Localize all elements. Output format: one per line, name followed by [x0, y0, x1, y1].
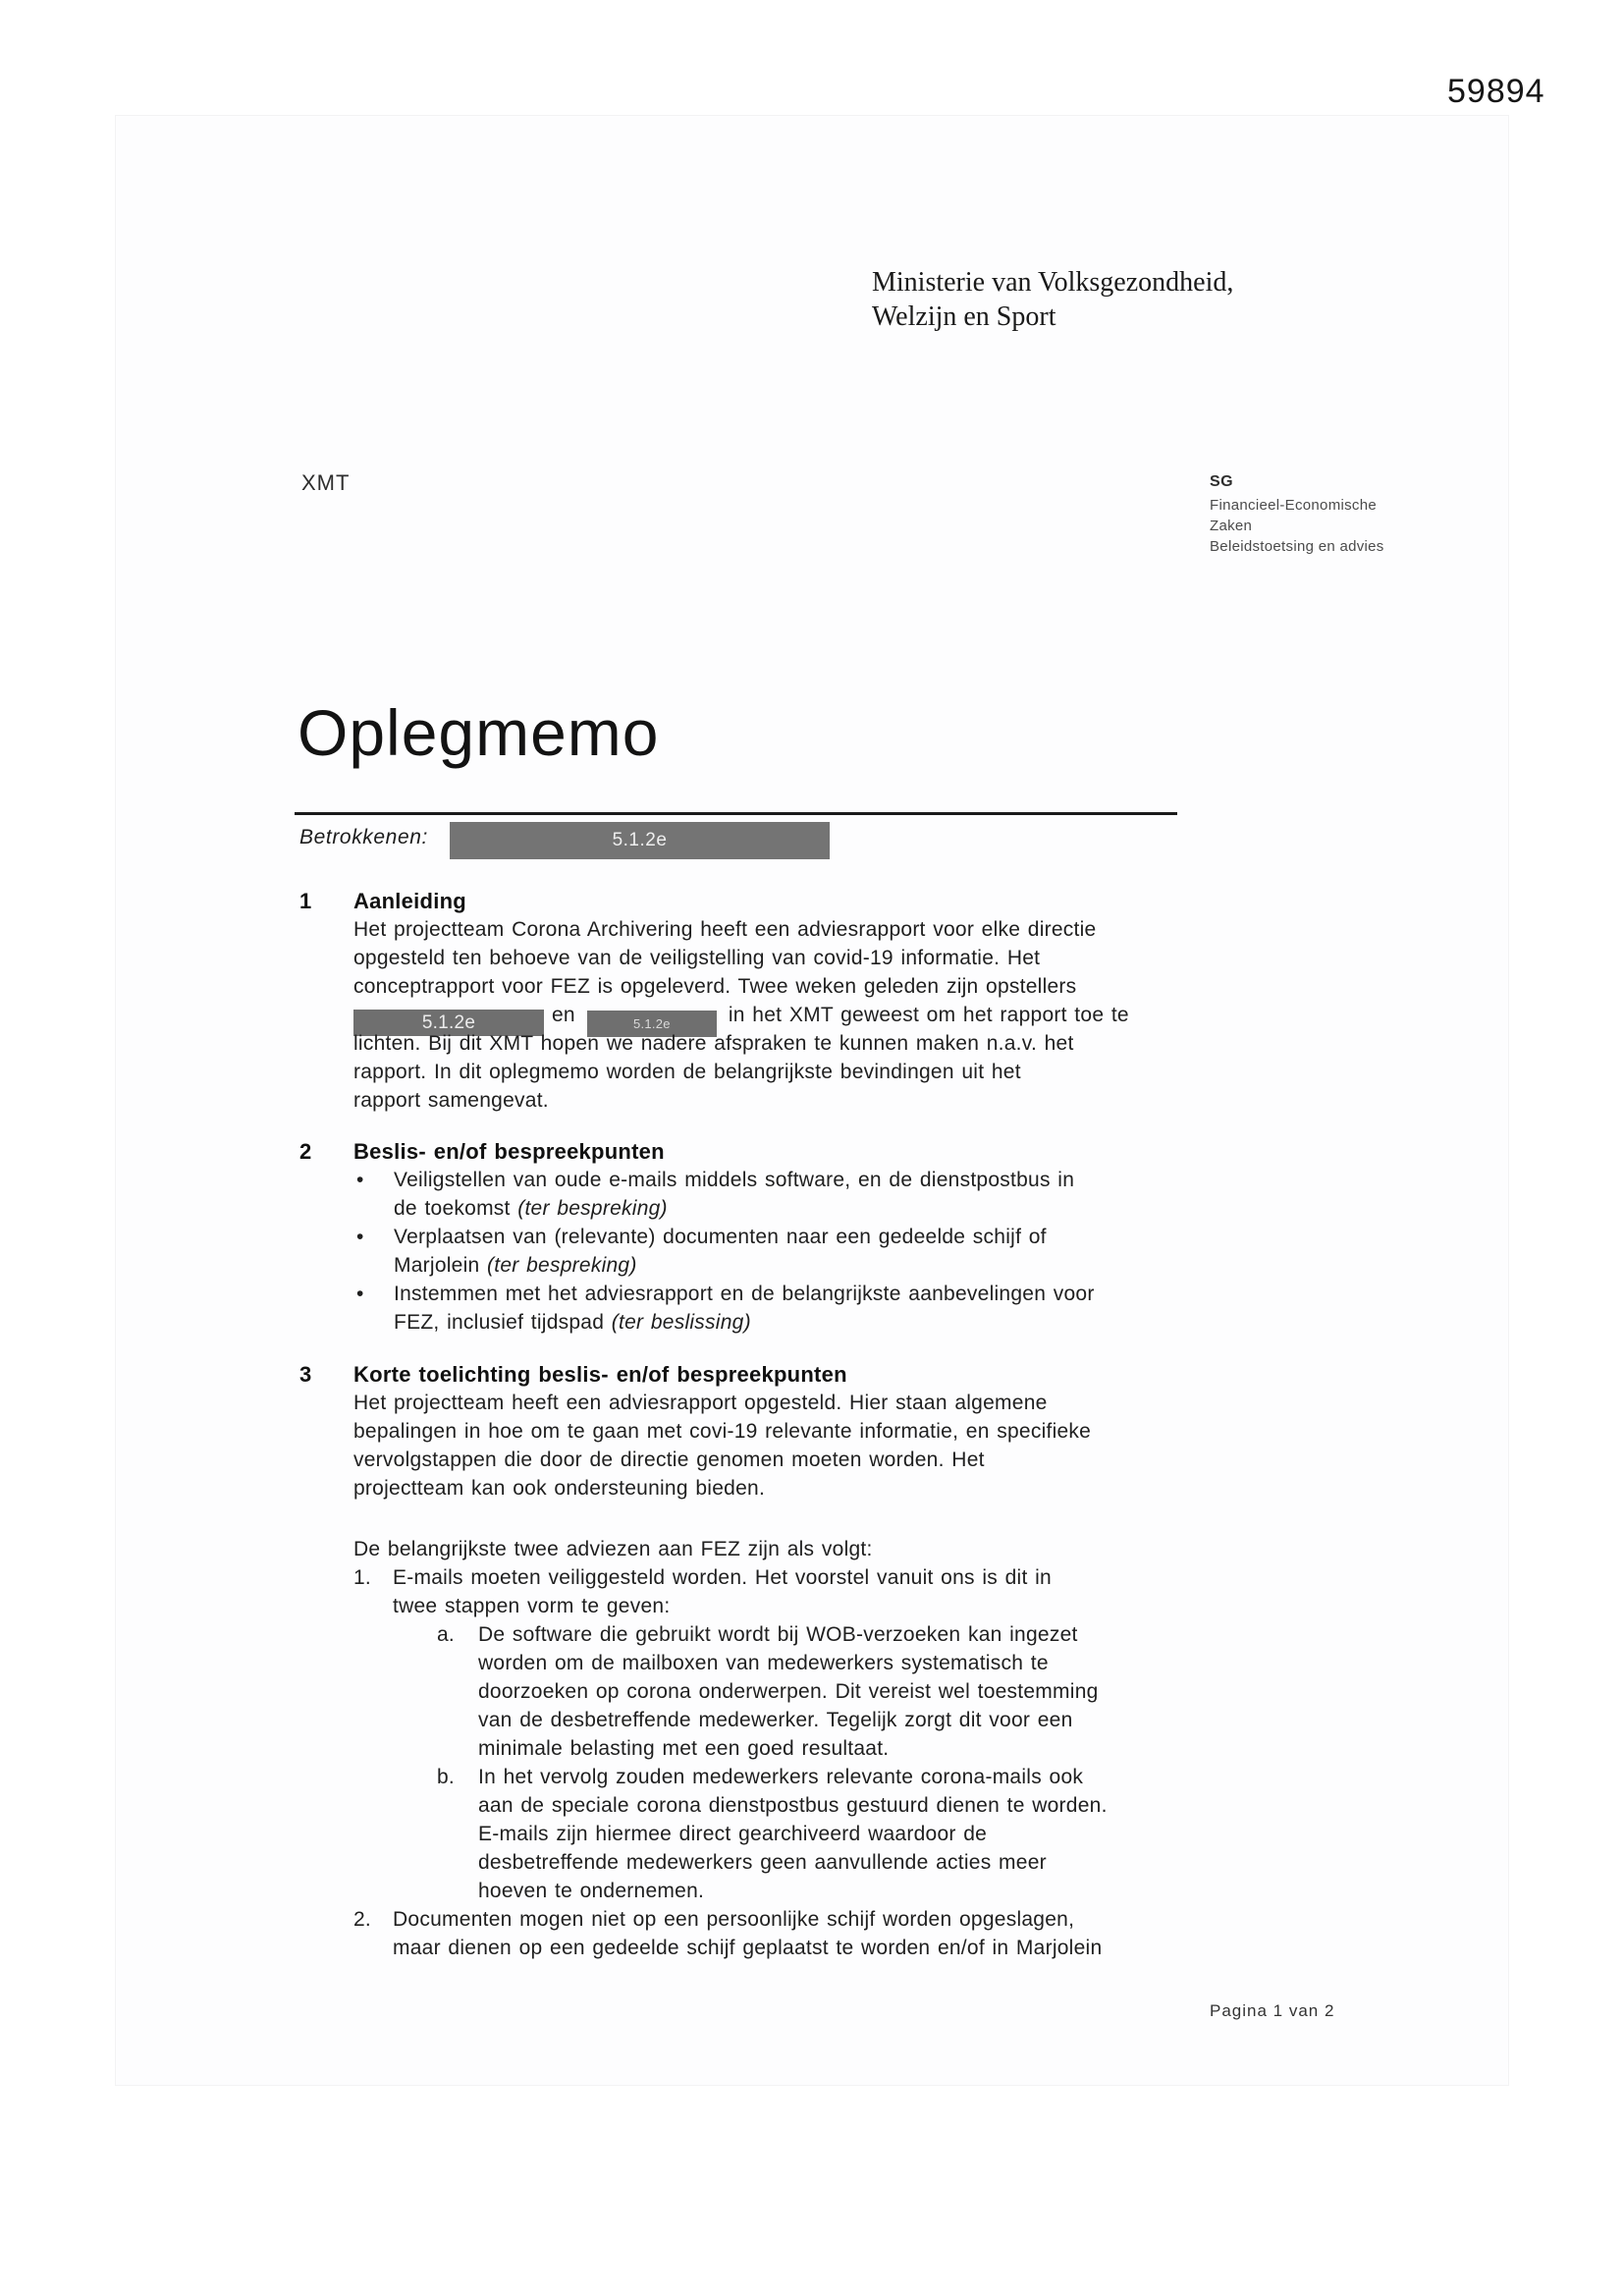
item-line: E-mails moeten veiliggesteld worden. Het voorstel vanuit ons is dit in: [393, 1566, 1052, 1589]
numbered-item: [299, 1563, 1213, 1620]
redaction-bar: 5.1.2e: [587, 1011, 717, 1037]
title-divider: [295, 812, 1177, 815]
numbered-item-text: [393, 1905, 1102, 1962]
item-line: Documenten mogen niet op een persoonlijke schijf worden opgeslagen,: [393, 1908, 1075, 1931]
paragraph-line: projectteam kan ook ondersteuning bieden.: [353, 1477, 766, 1500]
bullet-line-italic: (ter bespreking): [487, 1254, 637, 1277]
numbered-item-marker: 1.: [353, 1566, 372, 1589]
org-line-2: Zaken: [1210, 518, 1253, 534]
paragraph-line-tail: in het XMT geweest om het rapport toe te: [728, 1004, 1129, 1026]
org-block: [1210, 473, 1384, 557]
paragraph-line: Het projectteam heeft een adviesrapport opgesteld. Hier staan algemene: [353, 1392, 1048, 1414]
paragraph-line: vervolgstappen die door de directie genomen moeten worden. Het: [353, 1449, 985, 1471]
item-line: E-mails zijn hiermee direct gearchiveerd waardoor de: [478, 1823, 988, 1845]
bullet-text: [394, 1166, 1074, 1223]
redaction-bar-betrokkenen: 5.1.2e: [450, 822, 830, 859]
ministry-line-1: Ministerie van Volksgezondheid,: [872, 267, 1234, 298]
section-2-title: Beslis- en/of bespreekpunten: [353, 1139, 665, 1164]
paragraph-line: Het projectteam Corona Archivering heeft een adviesrapport voor elke directie: [353, 918, 1097, 941]
bullet-marker: •: [356, 1169, 364, 1191]
paragraph-line: opgesteld ten behoeve van de veiligstelling van covid-19 informatie. Het: [353, 947, 1041, 969]
bullet-line: [394, 1308, 1095, 1337]
redaction-bar: 5.1.2e: [353, 1010, 544, 1036]
bullet-line-text: Marjolein: [394, 1254, 488, 1277]
item-line: De software die gebruikt wordt bij WOB-verzoeken kan ingezet: [478, 1623, 1078, 1646]
document-number: 59894: [1447, 73, 1545, 110]
item-line: In het vervolg zouden medewerkers relevante corona-mails ook: [478, 1766, 1084, 1788]
bullet-marker: •: [356, 1283, 364, 1305]
sub-item-marker: a.: [437, 1623, 456, 1646]
page-footer: Pagina 1 van 2: [1210, 2001, 1335, 2020]
paragraph-line: rapport samengevat.: [353, 1089, 549, 1112]
bullet-item: [299, 1166, 1213, 1223]
bullet-text: [394, 1223, 1047, 1280]
document-body: [299, 887, 1213, 1962]
item-line: desbetreffende medewerkers geen aanvullende acties meer: [478, 1851, 1047, 1874]
item-line: hoeven te ondernemen.: [478, 1880, 705, 1902]
bullet-line: Verplaatsen van (relevante) documenten naar een gedeelde schijf of: [394, 1226, 1047, 1248]
section-1-paragraph: [353, 915, 1213, 1115]
section-3-heading: [299, 1360, 1213, 1389]
numbered-item: [299, 1905, 1213, 1962]
item-line: twee stappen vorm te geven:: [393, 1595, 671, 1617]
bullet-line: [394, 1194, 1074, 1223]
ministry-line-2: Welzijn en Sport: [872, 301, 1056, 332]
meta-xmt: XMT: [301, 470, 351, 495]
bullet-item: [299, 1280, 1213, 1337]
paragraph-line: conceptrapport voor FEZ is opgeleverd. Twee weken geleden zijn opstellers: [353, 975, 1077, 998]
section-3-paragraph: [353, 1389, 1213, 1503]
section-3-title: Korte toelichting beslis- en/of bespreekpunten: [353, 1362, 847, 1387]
paragraph-line-redacted: [353, 1001, 1213, 1033]
redaction-connector: en: [552, 1004, 575, 1026]
page-title: Oplegmemo: [298, 696, 660, 769]
item-line: doorzoeken op corona onderwerpen. Dit vereist wel toestemming: [478, 1680, 1099, 1703]
bullet-marker: •: [356, 1226, 364, 1248]
org-line-1: Financieel-Economische: [1210, 497, 1378, 514]
paragraph-line: bepalingen in hoe om te gaan met covi-19 relevante informatie, en specifieke: [353, 1420, 1092, 1443]
ministry-header: [872, 265, 1233, 334]
sub-item: [299, 1763, 1213, 1905]
betrokkenen-label: Betrokkenen:: [299, 826, 428, 848]
bullet-line-text: de toekomst: [394, 1197, 518, 1220]
sub-item-text: [478, 1620, 1099, 1763]
bullet-line-italic: (ter beslissing): [611, 1311, 751, 1334]
paragraph-line: lichten. Bij dit XMT hopen we nadere afspraken te kunnen maken n.a.v. het: [353, 1032, 1074, 1055]
section-1-title: Aanleiding: [353, 889, 466, 913]
item-line: van de desbetreffende medewerker. Tegelijk zorgt dit voor een: [478, 1709, 1073, 1731]
sub-item: [299, 1620, 1213, 1763]
bullet-line: [394, 1251, 1047, 1280]
bullet-text: [394, 1280, 1095, 1337]
lead-line: De belangrijkste twee adviezen aan FEZ zijn als volgt:: [353, 1538, 873, 1560]
section-2-heading: [299, 1137, 1213, 1166]
numbered-item-text: [393, 1563, 1052, 1620]
bullet-item: [299, 1223, 1213, 1280]
org-unit: SG: [1210, 473, 1234, 490]
item-line: maar dienen op een gedeelde schijf geplaatst te worden en/of in Marjolein: [393, 1937, 1103, 1959]
section-2-number: 2: [299, 1139, 312, 1164]
item-line: aan de speciale corona dienstpostbus gestuurd dienen te worden.: [478, 1794, 1108, 1817]
bullet-line: Veiligstellen van oude e-mails middels software, en de dienstpostbus in: [394, 1169, 1075, 1191]
section-1-heading: [299, 887, 1213, 915]
bullet-line: Instemmen met het adviesrapport en de belangrijkste aanbevelingen voor: [394, 1283, 1095, 1305]
bullet-line-text: FEZ, inclusief tijdspad: [394, 1311, 612, 1334]
item-line: minimale belasting met een goed resultaat.: [478, 1737, 890, 1760]
numbered-item-marker: 2.: [353, 1908, 372, 1931]
org-line-3: Beleidstoetsing en advies: [1210, 538, 1384, 555]
sub-item-text: [478, 1763, 1108, 1905]
paragraph-line: rapport. In dit oplegmemo worden de belangrijkste bevindingen uit het: [353, 1061, 1021, 1083]
section-3-number: 3: [299, 1362, 312, 1387]
sub-item-marker: b.: [437, 1766, 456, 1788]
item-line: worden om de mailboxen van medewerkers systematisch te: [478, 1652, 1049, 1674]
section-1-number: 1: [299, 889, 312, 913]
bullet-line-italic: (ter bespreking): [517, 1197, 668, 1220]
